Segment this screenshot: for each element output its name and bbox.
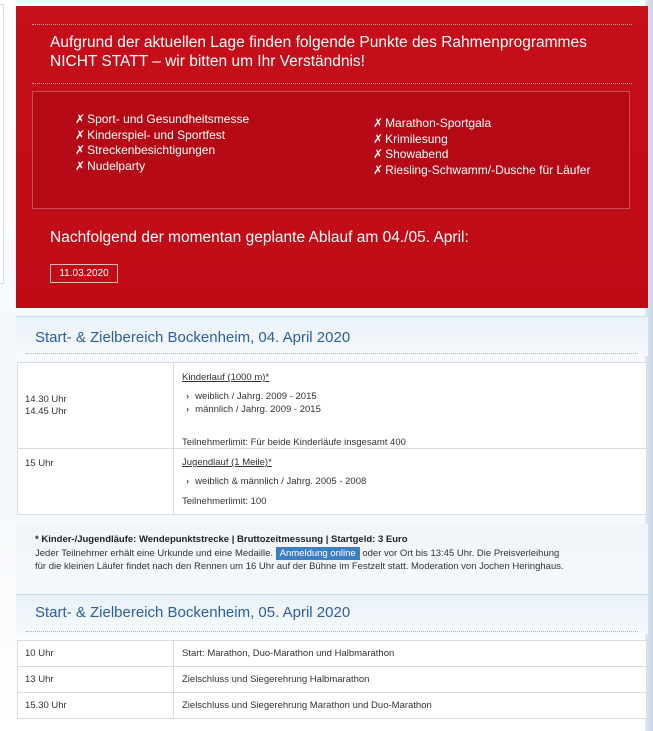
table-row [18,641,647,667]
table-row [18,449,647,515]
divider [26,353,638,354]
time-cell: 10 Uhr [18,641,174,667]
cross-icon: ✗ [373,131,384,146]
table-row [18,667,647,693]
divider [32,83,632,84]
section-header-day1 [16,316,648,356]
cancelled-item: ✗ Showabend [373,147,449,161]
schedule-heading: Nachfolgend der momentan geplante Ablauf am 04./05. April: [50,229,469,246]
list-item: › männlich / Jahrg. 2009 - 2015 [186,403,321,415]
divider [32,24,632,25]
section-header-day2 [16,594,648,634]
date-badge: 11.03.2020 [50,264,118,283]
cancelled-item: ✗ Streckenbesichtigungen [75,143,216,157]
online-registration-link[interactable]: Anmeldung online [276,547,360,560]
cancellation-notice-panel [16,6,648,308]
cancelled-item: ✗ Nudelparty [75,158,146,173]
schedule-table-day2 [17,640,647,719]
divider [26,631,638,632]
cross-icon: ✗ [75,158,86,173]
cross-icon: ✗ [75,112,86,126]
cancelled-item: ✗ Kinderspiel- und Sportfest [75,127,226,142]
section-title: Start- & Zielbereich Bockenheim, 05. April 2020 [35,604,351,621]
table-row [18,363,647,449]
chevron-right-icon: › [186,476,190,487]
section-title: Start- & Zielbereich Bockenheim, 04. April 2020 [35,329,351,346]
cancelled-item: ✗ Krimilesung [373,131,448,146]
event-title: Jugendlauf (1 Meile)* [182,457,272,468]
cancelled-list-left [75,112,249,174]
event-cell [174,363,647,449]
event-cell: Zielschluss und Siegerehrung Halbmarathon [174,667,647,693]
cross-icon: ✗ [75,143,86,157]
schedule-table-day1 [17,362,647,515]
cancelled-item: ✗ Sport- und Gesundheitsmesse [75,112,250,126]
list-item: › weiblich & männlich / Jahrg. 2005 - 2008 [186,476,367,487]
notice-title: Aufgrund der aktuellen Lage finden folgende Punkte des Rahmenprogrammes NICHT STATT – wir bitten um Ihr Verständnis! [50,34,587,70]
cross-icon: ✗ [373,147,384,161]
cancelled-list-right [373,116,590,178]
content-container [16,0,648,719]
cancelled-item: ✗ Riesling-Schwamm/-Dusche für Läufer [373,162,591,177]
cross-icon: ✗ [373,162,384,177]
list-item: › weiblich / Jahrg. 2009 - 2015 [186,391,317,402]
event-cell: Zielschluss und Siegerehrung Marathon und Duo-Marathon [174,693,647,719]
cross-icon: ✗ [373,116,384,130]
time-cell: 15 Uhr [18,449,174,515]
cancelled-events-box [32,91,630,209]
cross-icon: ✗ [75,127,86,142]
chevron-right-icon: › [186,391,190,402]
time-cell: 13 Uhr [18,667,174,693]
cancelled-item: ✗ Marathon-Sportgala [373,116,492,130]
time-cell: 15.30 Uhr [18,693,174,719]
event-cell [174,449,647,515]
table-row [18,693,647,719]
participant-limit: Teilnehmerlimit: 100 [182,495,267,507]
event-title: Kinderlauf (1000 m)* [182,372,270,383]
participant-limit: Teilnehmerlimit: Für beide Kinderläufe insgesamt 400 [182,437,406,448]
event-cell: Start: Marathon, Duo-Marathon und Halbmarathon [174,641,647,667]
left-sidebar-stub [0,4,4,284]
chevron-right-icon: › [186,403,190,415]
kids-run-info: * Kinder-/Jugendläufe: Wendepunktstrecke | Bruttozeitmessung | Startgeld: 3 Euro Jeder Teilnehmer erhält eine Urkunde und eine Medaille. Anmeldung online oder vor Ort bis 13:45 Uhr. Die Preisverleihung für die kleinen Läufer findet nach den Rennen um 16 Uhr auf der Bühne im Festzelt statt. Moderation von Jochen Heringhaus. [16,524,648,594]
time-cell: 14.30 Uhr 14.45 Uhr [18,363,174,449]
